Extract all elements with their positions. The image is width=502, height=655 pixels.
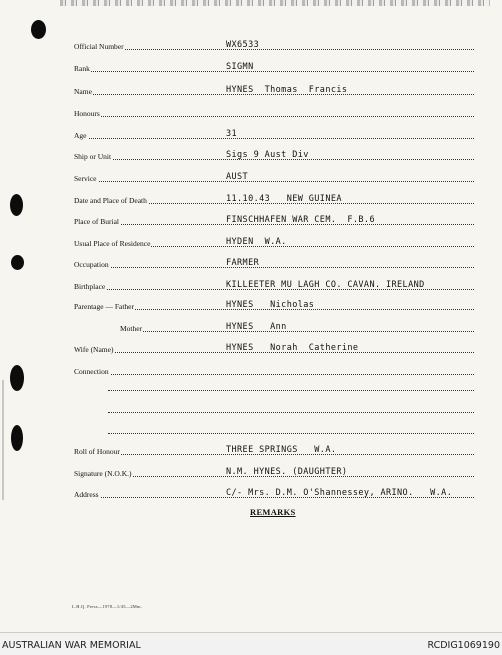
field-label: Connection (74, 367, 109, 376)
field-value: AUST (226, 172, 249, 182)
footer-institution: AUSTRALIAN WAR MEMORIAL (2, 640, 141, 651)
field-value: HYNES Norah Catherine (226, 343, 359, 353)
field-value: FARMER (226, 258, 260, 268)
field-label: Date and Place of Death (74, 196, 147, 205)
scan-edge-noise (60, 0, 490, 6)
field-address (74, 485, 474, 499)
field-usual-residence (74, 234, 474, 248)
punch-hole (11, 255, 24, 270)
field-label: Official Number (74, 42, 124, 51)
field-label: Service (74, 174, 97, 183)
footer-record-id: RCDIG1069190 (427, 640, 500, 651)
field-value: N.M. HYNES. (DAUGHTER) (226, 467, 348, 477)
field-label: Usual Place of Residence (74, 239, 151, 248)
field-rank (74, 59, 474, 73)
scan-streak (2, 380, 4, 500)
field-label: Birthplace (74, 282, 106, 291)
field-signature (74, 464, 474, 478)
field-value: KILLEETER MU LAGH CO. CAVAN. IRELAND (226, 280, 425, 290)
punch-hole (10, 365, 24, 391)
field-value: WX6533 (226, 40, 260, 50)
field-value: HYDEN W.A. (226, 237, 287, 247)
field-label: Parentage — Father (74, 302, 134, 311)
field-label: Ship or Unit (74, 152, 112, 161)
field-value: SIGMN (226, 62, 254, 72)
field-value: THREE SPRINGS W.A. (226, 445, 337, 455)
field-value: HYNES Ann (226, 322, 287, 332)
field-value: 31 (226, 129, 238, 139)
field-roll-of-honour (74, 442, 474, 456)
field-label: Mother (120, 324, 143, 333)
field-birthplace (74, 277, 474, 291)
field-connection (74, 362, 474, 376)
field-official-number (74, 37, 474, 51)
remarks-heading: REMARKS (250, 507, 296, 517)
archive-footer (0, 632, 502, 655)
field-occupation (74, 255, 474, 269)
field-label: Signature (N.O.K.) (74, 469, 132, 478)
field-value: HYNES Nicholas (226, 300, 315, 310)
blank-line (108, 432, 474, 434)
field-label: Honours (74, 109, 100, 118)
field-name (74, 82, 474, 96)
field-value: 11.10.43 NEW GUINEA (226, 194, 342, 204)
field-label: Rank (74, 64, 90, 73)
field-parentage-mother (74, 319, 474, 333)
field-place-of-burial (74, 212, 474, 226)
field-value: C/- Mrs. D.M. O'Shannessey, ARINO. W.A. (226, 488, 453, 498)
print-code: L.H.Q. Press—1978—1/45—2Mm. (72, 604, 143, 609)
field-value: FINSCHHAFEN WAR CEM. F.B.6 (226, 215, 375, 225)
blank-line (108, 389, 474, 391)
field-label: Roll of Honour (74, 447, 120, 456)
field-service (74, 169, 474, 183)
field-label: Name (74, 87, 92, 96)
field-honours (74, 104, 474, 118)
field-label: Occupation (74, 260, 109, 269)
field-age (74, 126, 474, 140)
punch-hole (31, 20, 46, 39)
field-label: Age (74, 131, 87, 140)
field-wife (74, 340, 474, 354)
field-label: Place of Burial (74, 217, 119, 226)
blank-line (108, 411, 474, 413)
field-parentage-father (74, 297, 474, 311)
field-label: Wife (Name) (74, 345, 114, 354)
field-label: Address (74, 490, 99, 499)
field-ship-or-unit (74, 147, 474, 161)
field-value: Sigs 9 Aust Div (226, 150, 309, 160)
punch-hole (11, 425, 23, 451)
field-value: HYNES Thomas Francis (226, 85, 348, 95)
field-date-place-death (74, 191, 474, 205)
punch-hole (10, 194, 23, 216)
